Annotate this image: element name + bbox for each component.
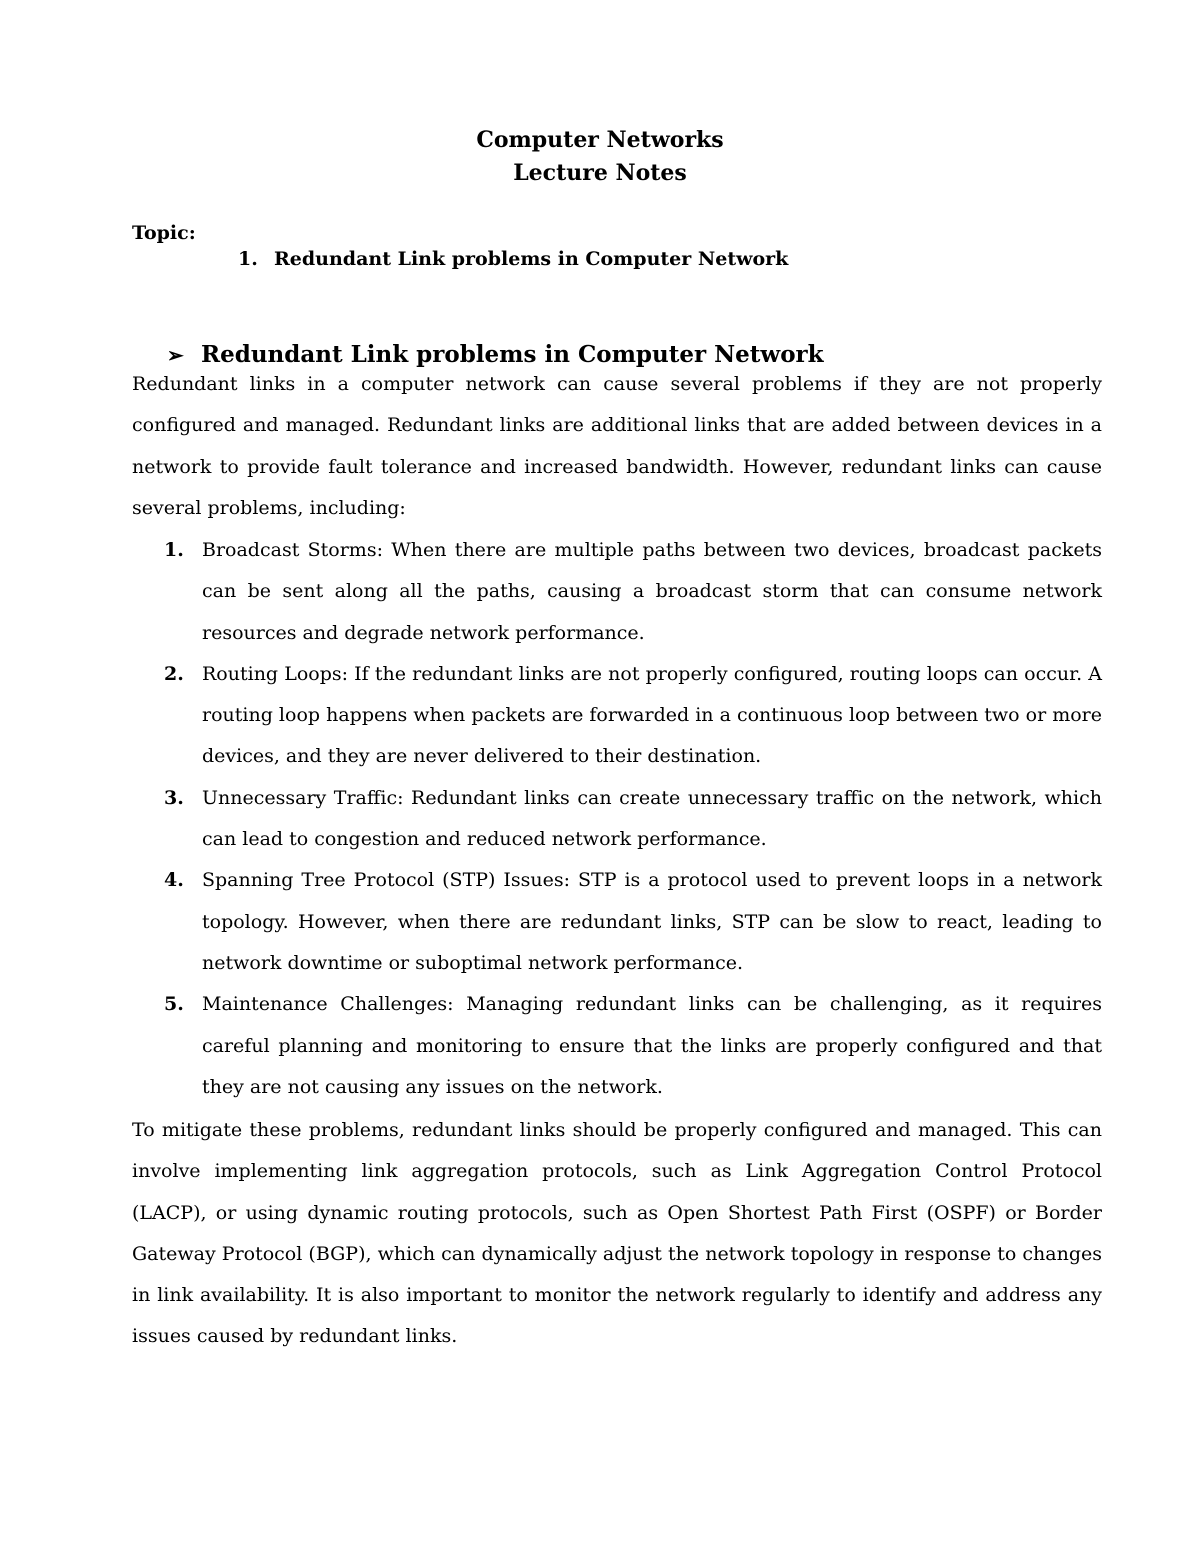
list-item-number: 1. [164, 539, 184, 561]
list-item-text: Unnecessary Traffic: Redundant links can create unnecessary traffic on the network, which can lead to congestion and reduced network performance. [202, 786, 1102, 851]
list-item-number: 2. [164, 662, 184, 685]
list-item [132, 778, 1102, 861]
list-item-number: 4. [164, 869, 184, 892]
topic-list-item [238, 246, 788, 272]
list-item [132, 654, 1102, 778]
conclusion-paragraph: To mitigate these problems, redundant links should be properly configured and managed. This can involve implementing link aggregation protocols, such as Link Aggregation Control Protocol (LACP), or using dynamic routing protocols, such as Open Shortest Path First (OSPF) or Border Gateway Protocol (BGP), which can dynamically adjust the network topology in response to changes in link availability. It is also important to monitor the network regularly to identify and address any issues caused by redundant links. [132, 1119, 1102, 1348]
list-item-text: Routing Loops: If the redundant links are not properly configured, routing loops can occur. A routing loop happens when packets are forwarded in a continuous loop between two or more devices, and they are never delivered to their destination. [202, 662, 1102, 768]
list-item [132, 530, 1102, 654]
title-line-notes: Lecture Notes [513, 160, 687, 186]
list-item-text: Maintenance Challenges: Managing redundant links can be challenging, as it requires careful planning and monitoring to ensure that the links are properly configured and that they are not causing any issues on the network. [202, 993, 1102, 1098]
topic-label: Topic: [132, 222, 196, 244]
intro-paragraph: Redundant links in a computer network can cause several problems if they are not properly configured and managed. Redundant links are additional links that are added between devices in a network to provide fault tolerance and increased bandwidth. However, redundant links can cause several problems, including: [132, 373, 1102, 519]
problems-list [132, 530, 1102, 1108]
list-item [132, 860, 1102, 984]
list-item-text: Spanning Tree Protocol (STP) Issues: STP is a protocol used to prevent loops in a network topology. However, when there are redundant links, STP can be slow to react, leading to network downtime or suboptimal network performance. [202, 869, 1102, 974]
arrow-bullet-icon: ➢ [167, 343, 184, 367]
list-item-number: 3. [164, 786, 184, 809]
section-heading-text: Redundant Link problems in Computer Network [201, 341, 824, 368]
document-title [0, 124, 1200, 190]
list-item-number: 5. [164, 993, 184, 1016]
list-item [132, 984, 1102, 1108]
topic-number: 1. [238, 248, 258, 270]
topic-text: Redundant Link problems in Computer Network [274, 248, 789, 270]
list-item-text: Broadcast Storms: When there are multiple paths between two devices, broadcast packets can be sent along all the paths, causing a broadcast storm that can consume network resources and degrade network performance. [202, 539, 1102, 644]
title-line-course: Computer Networks [476, 127, 724, 153]
